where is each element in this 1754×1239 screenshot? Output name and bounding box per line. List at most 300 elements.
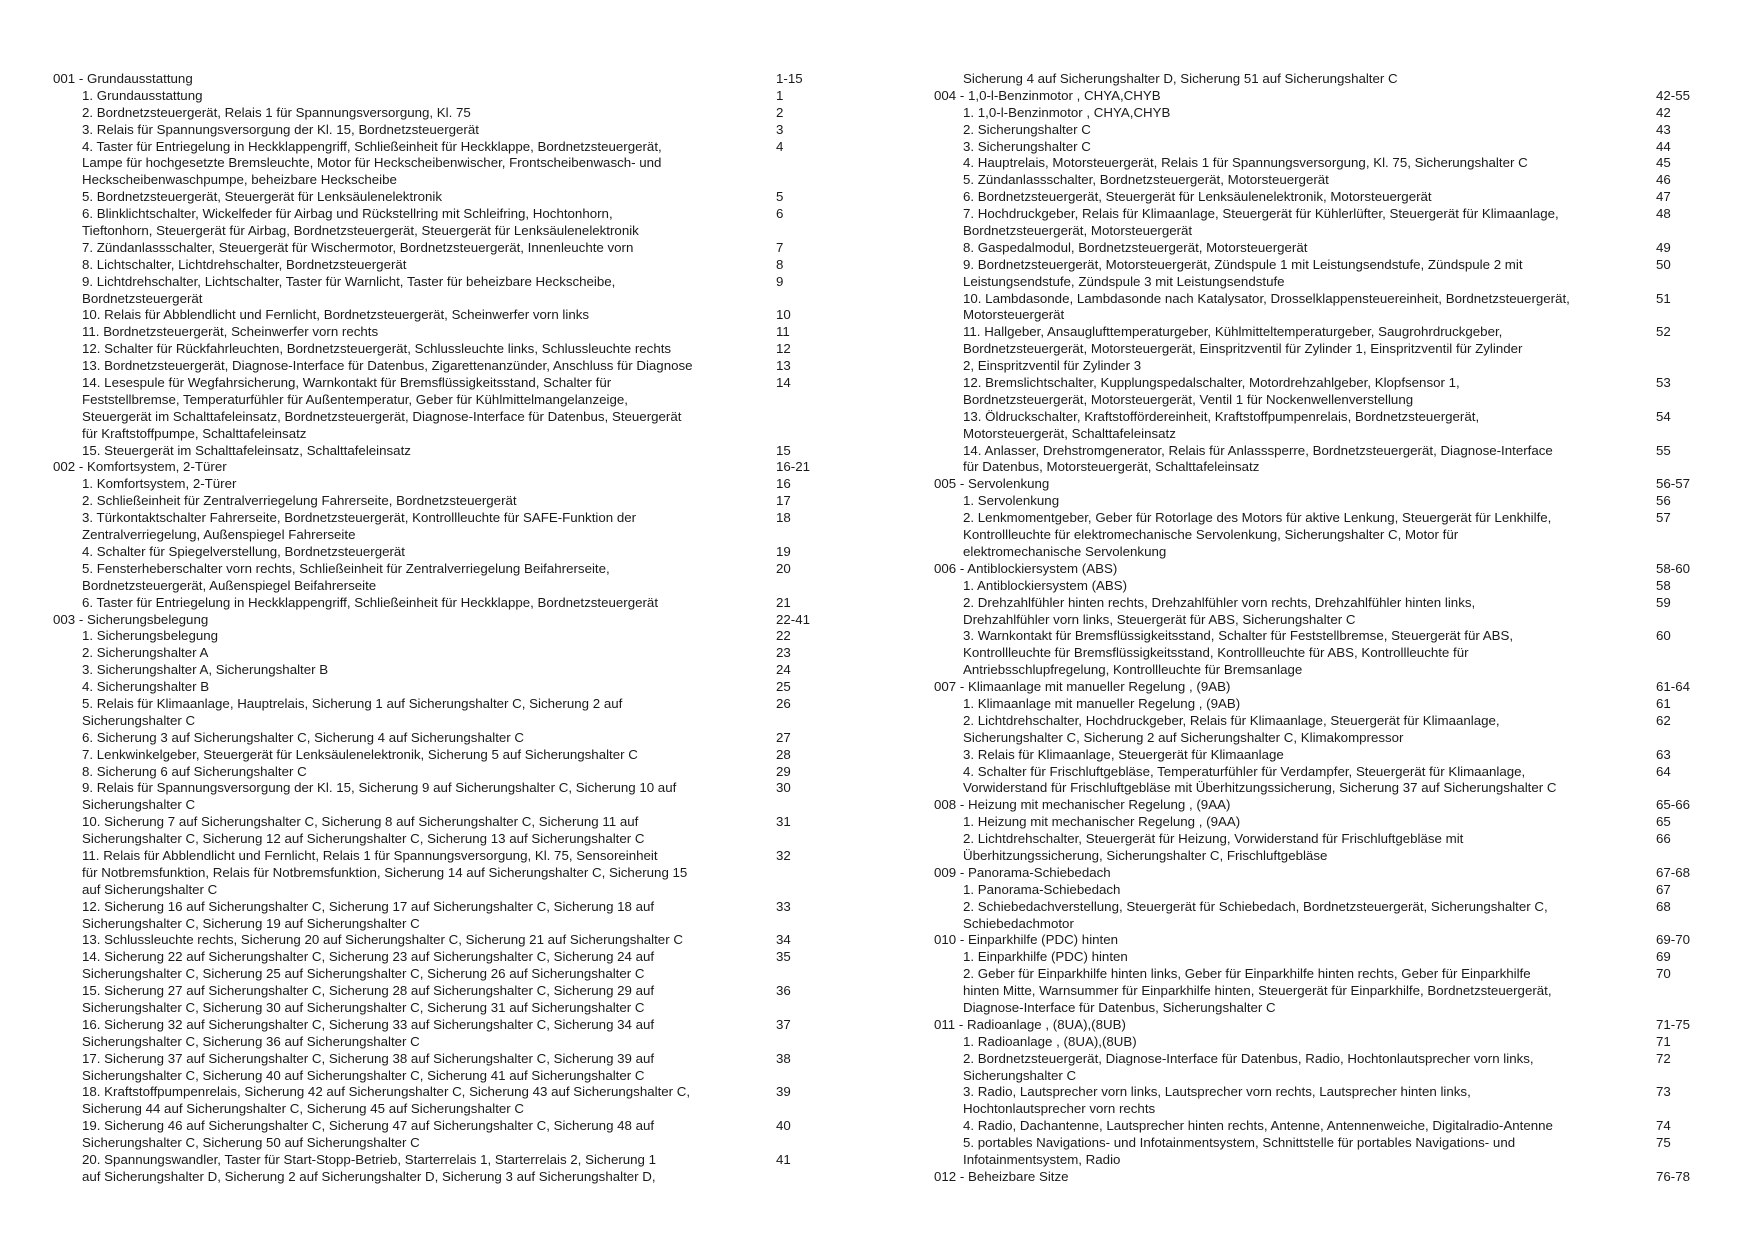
toc-entry-text: 6. Bordnetzsteuergerät, Steuergerät für Lenksäulenelektronik, Motorsteuergerät [963, 189, 1432, 205]
toc-page-number: 65 [1656, 814, 1671, 830]
toc-entry [53, 291, 823, 308]
toc-entry [53, 882, 823, 899]
toc-page-number: 34 [776, 932, 791, 948]
toc-entry-text: Bordnetzsteuergerät, Motorsteuergerät, Einspritzventil für Zylinder 1, Einspritzventil für Zylinder [963, 341, 1523, 357]
toc-page-number: 38 [776, 1050, 791, 1066]
toc-entry-text: Überhitzungssicherung, Sicherungshalter C, Frischluftgebläse [963, 847, 1328, 863]
toc-entry-text: 5. portables Navigations- und Infotainmentsystem, Schnittstelle für portables Navigations- und [963, 1135, 1516, 1151]
toc-entry [53, 1017, 823, 1034]
toc-entry-text: 4. Sicherungshalter B [82, 679, 210, 695]
toc-entry [934, 848, 1704, 865]
toc-page-number: 18 [776, 510, 791, 526]
toc-page-number: 19 [776, 543, 791, 559]
toc-page-number: 28 [776, 746, 791, 762]
toc-entry [934, 375, 1704, 392]
toc-page-number: 9 [776, 273, 784, 289]
toc-entry-text: 6. Taster für Entriegelung in Heckklappengriff, Schließeinheit für Heckklappe, Bordnetzsteuergerät [82, 594, 659, 610]
toc-page-number: 16-21 [776, 459, 811, 475]
toc-page-number: 63 [1656, 746, 1671, 762]
toc-entry-text: Antriebsschlupfregelung, Kontrollleuchte für Bremsanlage [963, 662, 1303, 678]
toc-column-left [53, 71, 823, 1186]
toc-entry [934, 71, 1704, 88]
toc-page-number: 25 [776, 679, 791, 695]
toc-page-number: 46 [1656, 172, 1671, 188]
toc-page-number: 33 [776, 898, 791, 914]
toc-page-number: 72 [1656, 1050, 1671, 1066]
toc-entry [53, 730, 823, 747]
toc-entry-text: 7. Hochdruckgeber, Relais für Klimaanlage, Steuergerät für Kühlerlüfter, Steuergerät für Klimaanlage, [963, 206, 1559, 222]
toc-entry-text: 13. Öldruckschalter, Kraftstoffördereinheit, Kraftstoffpumpenrelais, Bordnetzsteuergerät, [963, 408, 1480, 424]
toc-entry-text: 6. Blinklichtschalter, Wickelfeder für Airbag und Rückstellring mit Schleifring, Hochtonhorn, [82, 206, 613, 222]
toc-entry-text: 8. Lichtschalter, Lichtdrehschalter, Bordnetzsteuergerät [82, 256, 407, 272]
toc-entry-text: Heckscheibenwaschpumpe, beheizbare Heckscheibe [82, 172, 397, 188]
toc-page-number: 47 [1656, 189, 1671, 205]
toc-entry [53, 240, 823, 257]
toc-entry [934, 274, 1704, 291]
toc-entry-text: 008 - Heizung mit mechanischer Regelung , (9AA) [934, 797, 1231, 813]
toc-entry-text: 14. Lesespule für Wegfahrsicherung, Warnkontakt für Bremsflüssigkeitsstand, Schalter für [82, 375, 612, 391]
toc-page-number: 22-41 [776, 611, 811, 627]
toc-entry [53, 341, 823, 358]
toc-entry [934, 1084, 1704, 1101]
toc-entry-text: 10. Lambdasonde, Lambdasonde nach Katalysator, Drosselklappensteuereinheit, Bordnetzsteuergerät, [963, 290, 1570, 306]
toc-entry [53, 831, 823, 848]
toc-page-number: 71-75 [1656, 1016, 1691, 1032]
toc-page-number: 55 [1656, 442, 1671, 458]
toc-entry [53, 1000, 823, 1017]
toc-entry [934, 780, 1704, 797]
toc-entry-text: 13. Bordnetzsteuergerät, Diagnose-Interface für Datenbus, Zigarettenanzünder, Anschluss für Diagnose [82, 358, 693, 374]
toc-entry [53, 1118, 823, 1135]
toc-entry [934, 544, 1704, 561]
toc-entry [53, 628, 823, 645]
toc-section-heading [53, 71, 823, 88]
toc-entry-text: Sicherungshalter C, Sicherung 40 auf Sicherungshalter C, Sicherung 41 auf Sicherungshalter C [82, 1067, 645, 1083]
toc-entry [53, 257, 823, 274]
toc-entry [53, 324, 823, 341]
toc-entry [934, 983, 1704, 1000]
toc-entry-text: 2. Lenkmomentgeber, Geber für Rotorlage des Motors für aktive Lenkung, Steuergerät für Lenkhilfe, [963, 510, 1552, 526]
toc-entry [934, 443, 1704, 460]
toc-entry-text: 9. Lichtdrehschalter, Lichtschalter, Taster für Warnlicht, Taster für beheizbare Heckscheibe, [82, 273, 616, 289]
toc-entry [53, 1068, 823, 1085]
toc-section-heading [934, 88, 1704, 105]
toc-entry-text: elektromechanische Servolenkung [963, 543, 1167, 559]
toc-page-number: 41 [776, 1152, 791, 1167]
toc-entry-text: Motorsteuergerät, Schalttafeleinsatz [963, 425, 1176, 441]
toc-page-number: 76-78 [1656, 1168, 1691, 1184]
toc-entry [53, 206, 823, 223]
toc-entry-text: 5. Relais für Klimaanlage, Hauptrelais, Sicherung 1 auf Sicherungshalter C, Sicherung 2 auf [82, 695, 623, 711]
toc-entry [934, 949, 1704, 966]
toc-entry-text: 16. Sicherung 32 auf Sicherungshalter C, Sicherung 33 auf Sicherungshalter C, Sicherung 34 auf [82, 1016, 655, 1032]
toc-entry [53, 155, 823, 172]
toc-entry [53, 949, 823, 966]
toc-page-number: 69-70 [1656, 932, 1691, 948]
toc-entry-text: Bordnetzsteuergerät [82, 290, 203, 306]
toc-entry [934, 409, 1704, 426]
toc-entry-text: 2, Einspritzventil für Zylinder 3 [963, 358, 1142, 374]
toc-entry-text: 3. Sicherungshalter C [963, 138, 1091, 154]
toc-entry-text: 3. Relais für Klimaanlage, Steuergerät für Klimaanlage [963, 746, 1284, 762]
toc-page-number: 61-64 [1656, 679, 1691, 695]
toc-page-number: 44 [1656, 138, 1671, 154]
toc-page-number: 29 [776, 763, 791, 779]
toc-page-number: 75 [1656, 1135, 1671, 1151]
toc-page-number: 68 [1656, 898, 1671, 914]
toc-entry [934, 882, 1704, 899]
toc-section-heading [934, 561, 1704, 578]
toc-entry [53, 932, 823, 949]
toc-page-number: 12 [776, 341, 791, 357]
toc-page-number: 36 [776, 983, 791, 999]
toc-page-number: 4 [776, 138, 784, 154]
toc-entry-text: 3. Radio, Lautsprecher vorn links, Lautsprecher vorn rechts, Lautsprecher hinten links, [963, 1084, 1471, 1100]
toc-entry-text: 011 - Radioanlage , (8UA),(8UB) [934, 1016, 1126, 1032]
toc-entry-text: 002 - Komfortsystem, 2-Türer [53, 459, 227, 475]
toc-page-number: 31 [776, 814, 791, 830]
toc-entry [934, 493, 1704, 510]
toc-entry-text: 2. Sicherungshalter A [82, 645, 209, 661]
toc-entry [934, 1101, 1704, 1118]
toc-entry-text: für Datenbus, Motorsteuergerät, Schalttafeleinsatz [963, 459, 1260, 475]
toc-entry-text: 010 - Einparkhilfe (PDC) hinten [934, 932, 1119, 948]
toc-entry-text: 9. Relais für Spannungsversorgung der Kl. 15, Sicherung 9 auf Sicherungshalter C, Sicherung 10 auf [82, 780, 677, 796]
toc-entry-text: Sicherung 44 auf Sicherungshalter C, Sicherung 45 auf Sicherungshalter C [82, 1101, 525, 1117]
toc-entry-text: 1. Grundausstattung [82, 87, 203, 103]
toc-entry [934, 696, 1704, 713]
toc-entry [934, 155, 1704, 172]
toc-entry [53, 544, 823, 561]
toc-entry [934, 595, 1704, 612]
toc-entry-text: 13. Schlussleuchte rechts, Sicherung 20 auf Sicherungshalter C, Sicherung 21 auf Sicherungshalter C [82, 932, 683, 948]
toc-entry-text: Zentralverriegelung, Außenspiegel Fahrerseite [82, 527, 356, 543]
toc-entry-text: 005 - Servolenkung [934, 476, 1050, 492]
toc-entry [934, 105, 1704, 122]
toc-entry [934, 713, 1704, 730]
toc-page-number: 66 [1656, 831, 1671, 847]
toc-entry [53, 172, 823, 189]
toc-page-number: 49 [1656, 239, 1671, 255]
toc-entry-text: 10. Sicherung 7 auf Sicherungshalter C, Sicherung 8 auf Sicherungshalter C, Sicherung 11 auf [82, 814, 639, 830]
toc-entry-text: 2. Sicherungshalter C [963, 121, 1091, 137]
toc-entry-text: 006 - Antiblockiersystem (ABS) [934, 560, 1118, 576]
toc-page-number: 70 [1656, 966, 1671, 982]
toc-entry-text: Kontrollleuchte für Bremsflüssigkeitsstand, Kontrollleuchte für ABS, Kontrollleuchte für [963, 645, 1469, 661]
toc-entry [53, 848, 823, 865]
toc-page-number: 53 [1656, 375, 1671, 391]
toc-entry [53, 105, 823, 122]
toc-entry-text: Kontrollleuchte für elektromechanische Servolenkung, Sicherungshalter C, Motor für [963, 527, 1459, 543]
toc-entry-text: für Kraftstoffpumpe, Schalttafeleinsatz [82, 425, 307, 441]
toc-entry [934, 172, 1704, 189]
toc-entry-text: Diagnose-Interface für Datenbus, Sicherungshalter C [963, 999, 1276, 1015]
toc-entry-text: 5. Bordnetzsteuergerät, Steuergerät für Lenksäulenelektronik [82, 189, 442, 205]
toc-section-heading [934, 797, 1704, 814]
toc-entry [53, 814, 823, 831]
toc-page-number: 13 [776, 358, 791, 374]
toc-entry [934, 764, 1704, 781]
toc-entry-text: 1. Klimaanlage mit manueller Regelung , (9AB) [963, 695, 1241, 711]
toc-page-number: 16 [776, 476, 791, 492]
toc-entry-text: 2. Lichtdrehschalter, Steuergerät für Heizung, Vorwiderstand für Frischluftgebläse mit [963, 831, 1464, 847]
toc-section-heading [53, 612, 823, 629]
toc-entry [934, 1068, 1704, 1085]
toc-entry-text: Drehzahlfühler vorn links, Steuergerät für ABS, Sicherungshalter C [963, 611, 1356, 627]
toc-entry-text: 2. Drehzahlfühler hinten rechts, Drehzahlfühler vorn rechts, Drehzahlfühler hinten links, [963, 594, 1476, 610]
toc-entry-text: Tieftonhorn, Steuergerät für Airbag, Bordnetzsteuergerät, Steuergerät für Lenksäulenelektronik [82, 223, 639, 239]
toc-entry-text: 004 - 1,0-l-Benzinmotor , CHYA,CHYB [934, 87, 1161, 103]
toc-page-number: 51 [1656, 290, 1671, 306]
toc-entry-text: 7. Zündanlassschalter, Steuergerät für Wischermotor, Bordnetzsteuergerät, Innenleuchte vorn [82, 239, 634, 255]
toc-entry-text: Sicherungshalter C, Sicherung 50 auf Sicherungshalter C [82, 1135, 420, 1151]
toc-entry-text: 2. Schiebedachverstellung, Steuergerät für Schiebedach, Bordnetzsteuergerät, Sicherungshalter C, [963, 898, 1548, 914]
toc-entry-text: 007 - Klimaanlage mit manueller Regelung , (9AB) [934, 679, 1231, 695]
toc-entry-text: Bordnetzsteuergerät, Motorsteuergerät [963, 223, 1193, 239]
toc-entry-text: 2. Lichtdrehschalter, Hochdruckgeber, Relais für Klimaanlage, Steuergerät für Klimaanlage, [963, 712, 1500, 728]
toc-entry-text: 9. Bordnetzsteuergerät, Motorsteuergerät, Zündspule 1 mit Leistungsendstufe, Zündspule 2 mit [963, 256, 1523, 272]
toc-entry-text: 4. Radio, Dachantenne, Lautsprecher hinten rechts, Antenne, Antennenweiche, Digitalradio-Antenne [963, 1118, 1553, 1134]
toc-entry [934, 122, 1704, 139]
toc-entry [53, 595, 823, 612]
toc-entry-text: Infotainmentsystem, Radio [963, 1152, 1121, 1167]
toc-entry-text: 5. Zündanlassschalter, Bordnetzsteuergerät, Motorsteuergerät [963, 172, 1329, 188]
toc-entry [53, 88, 823, 105]
toc-entry-text: 4. Schalter für Frischluftgebläse, Temperaturfühler für Verdampfer, Steuergerät für Klimaanlage, [963, 763, 1526, 779]
toc-page-number: 65-66 [1656, 797, 1691, 813]
toc-entry [934, 510, 1704, 527]
toc-entry-text: Sicherungshalter C [963, 1067, 1077, 1083]
toc-entry [53, 189, 823, 206]
toc-entry-text: 11. Relais für Abblendlicht und Fernlicht, Relais 1 für Spannungsversorgung, Kl. 75, Sensoreinheit [82, 847, 658, 863]
toc-column-right [934, 71, 1704, 1186]
toc-page-number: 1-15 [776, 71, 803, 86]
toc-entry [934, 662, 1704, 679]
toc-entry [934, 1118, 1704, 1135]
toc-entry [53, 1084, 823, 1101]
toc-entry [934, 324, 1704, 341]
toc-page-number: 69 [1656, 949, 1671, 965]
toc-entry [934, 291, 1704, 308]
toc-entry [934, 1034, 1704, 1051]
toc-entry [53, 797, 823, 814]
toc-entry-text: Steuergerät im Schalttafeleinsatz, Bordnetzsteuergerät, Diagnose-Interface für Datenbus, Steuergerät [82, 408, 682, 424]
toc-page-number: 67 [1656, 881, 1671, 897]
toc-entry-text: 1. Panorama-Schiebedach [963, 881, 1121, 897]
toc-entry [53, 409, 823, 426]
toc-entry [934, 747, 1704, 764]
toc-page-number: 32 [776, 847, 791, 863]
toc-entry [934, 459, 1704, 476]
toc-entry [934, 139, 1704, 156]
toc-entry-text: 7. Lenkwinkelgeber, Steuergerät für Lenksäulenelektronik, Sicherung 5 auf Sicherungshalter C [82, 746, 638, 762]
toc-entry-text: 009 - Panorama-Schiebedach [934, 864, 1111, 880]
toc-entry-text: 2. Geber für Einparkhilfe hinten links, Geber für Einparkhilfe hinten rechts, Geber für Einparkhilfe [963, 966, 1531, 982]
toc-entry-text: 4. Taster für Entriegelung in Heckklappengriff, Schließeinheit für Heckklappe, Bordnetzsteuergerät, [82, 138, 662, 154]
toc-page-number: 52 [1656, 324, 1671, 340]
toc-entry-text: Bordnetzsteuergerät, Motorsteuergerät, Ventil 1 für Nockenwellenverstellung [963, 391, 1414, 407]
toc-entry-text: Feststellbremse, Temperaturfühler für Außentemperatur, Geber für Kühlmittelmangelanzeige, [82, 391, 628, 407]
toc-entry-text: 15. Steuergerät im Schalttafeleinsatz, Schalttafeleinsatz [82, 442, 411, 458]
toc-entry-text: 15. Sicherung 27 auf Sicherungshalter C, Sicherung 28 auf Sicherungshalter C, Sicherung 29 auf [82, 983, 655, 999]
toc-entry-text: Vorwiderstand für Frischluftgebläse mit Überhitzungssicherung, Sicherung 37 auf Sicherungshalter C [963, 780, 1557, 796]
toc-page-number: 58-60 [1656, 560, 1691, 576]
toc-entry [53, 139, 823, 156]
toc-entry [934, 1000, 1704, 1017]
toc-page-number: 45 [1656, 155, 1671, 171]
toc-entry [53, 392, 823, 409]
toc-entry-text: für Notbremsfunktion, Relais für Notbremsfunktion, Sicherung 14 auf Sicherungshalter C, Sicherung 15 [82, 864, 688, 880]
toc-entry-text: 4. Schalter für Spiegelverstellung, Bordnetzsteuergerät [82, 543, 406, 559]
toc-entry [934, 527, 1704, 544]
toc-entry-text: 11. Bordnetzsteuergerät, Scheinwerfer vorn rechts [82, 324, 379, 340]
toc-entry-text: 3. Warnkontakt für Bremsflüssigkeitsstand, Schalter für Feststellbremse, Steuergerät für ABS, [963, 628, 1514, 644]
toc-entry-text: 003 - Sicherungsbelegung [53, 611, 209, 627]
toc-entry [53, 476, 823, 493]
toc-entry [53, 510, 823, 527]
toc-entry [934, 899, 1704, 916]
toc-entry [53, 426, 823, 443]
toc-entry [934, 392, 1704, 409]
toc-entry [934, 426, 1704, 443]
toc-page-number: 3 [776, 121, 784, 137]
toc-page-number: 57 [1656, 510, 1671, 526]
toc-page-number: 64 [1656, 763, 1671, 779]
toc-entry-text: Hochtonlautsprecher vorn rechts [963, 1101, 1156, 1117]
toc-page-number: 42-55 [1656, 87, 1691, 103]
toc-entry [934, 730, 1704, 747]
toc-page-number: 35 [776, 949, 791, 965]
toc-entry-text: 012 - Beheizbare Sitze [934, 1168, 1069, 1184]
toc-entry [934, 1152, 1704, 1169]
toc-entry [934, 223, 1704, 240]
toc-entry [53, 1152, 823, 1169]
toc-entry-text: Sicherungshalter C, Sicherung 2 auf Sicherungshalter C, Klimakompressor [963, 729, 1404, 745]
toc-section-heading [934, 1017, 1704, 1034]
toc-entry-text: hinten Mitte, Warnsummer für Einparkhilfe hinten, Steuergerät für Einparkhilfe, Bordnetzsteuergerät, [963, 983, 1552, 999]
toc-entry-text: 3. Relais für Spannungsversorgung der Kl. 15, Bordnetzsteuergerät [82, 121, 479, 137]
toc-entry [934, 628, 1704, 645]
toc-entry-text: 6. Sicherung 3 auf Sicherungshalter C, Sicherung 4 auf Sicherungshalter C [82, 729, 525, 745]
toc-entry [934, 612, 1704, 629]
toc-page-number: 15 [776, 442, 791, 458]
toc-page-number: 40 [776, 1118, 791, 1134]
toc-entry [53, 358, 823, 375]
toc-entry [934, 578, 1704, 595]
toc-entry [934, 257, 1704, 274]
toc-entry [53, 679, 823, 696]
toc-entry-text: 2. Bordnetzsteuergerät, Diagnose-Interface für Datenbus, Radio, Hochtonlautsprecher vorn links, [963, 1050, 1534, 1066]
toc-entry [934, 307, 1704, 324]
toc-page-number: 23 [776, 645, 791, 661]
toc-page-number: 7 [776, 239, 784, 255]
toc-page-number: 60 [1656, 628, 1671, 644]
toc-section-heading [53, 459, 823, 476]
toc-entry-text: Sicherungshalter C [82, 797, 196, 813]
toc-entry-text: Bordnetzsteuergerät, Außenspiegel Beifahrerseite [82, 577, 377, 593]
toc-entry [53, 983, 823, 1000]
toc-entry-text: Sicherungshalter C, Sicherung 36 auf Sicherungshalter C [82, 1033, 420, 1049]
toc-page-number: 37 [776, 1016, 791, 1032]
toc-entry-text: 1. Komfortsystem, 2-Türer [82, 476, 237, 492]
toc-entry-text: Lampe für hochgesetzte Bremsleuchte, Motor für Heckscheibenwischer, Frontscheibenwasch- und [82, 155, 662, 171]
toc-page-number: 56-57 [1656, 476, 1691, 492]
toc-entry [934, 240, 1704, 257]
toc-entry-text: Leistungsendstufe, Zündspule 3 mit Leistungsendstufe [963, 273, 1285, 289]
toc-entry-text: 4. Hauptrelais, Motorsteuergerät, Relais 1 für Spannungsversorgung, Kl. 75, Sicherungshalter C [963, 155, 1528, 171]
toc-entry [53, 1051, 823, 1068]
toc-entry-text: 12. Schalter für Rückfahrleuchten, Bordnetzsteuergerät, Schlussleuchte links, Schlussleuchte rechts [82, 341, 672, 357]
toc-page-number: 22 [776, 628, 791, 644]
toc-entry-text: 3. Türkontaktschalter Fahrerseite, Bordnetzsteuergerät, Kontrollleuchte für SAFE-Funktion der [82, 510, 637, 526]
toc-entry [53, 375, 823, 392]
toc-entry [53, 645, 823, 662]
toc-entry-text: Sicherung 4 auf Sicherungshalter D, Sicherung 51 auf Sicherungshalter C [963, 71, 1398, 86]
toc-page-number: 39 [776, 1084, 791, 1100]
toc-entry [53, 780, 823, 797]
toc-page-number: 42 [1656, 104, 1671, 120]
toc-page-number: 62 [1656, 712, 1671, 728]
toc-entry [53, 561, 823, 578]
toc-page-number: 48 [1656, 206, 1671, 222]
toc-entry [53, 307, 823, 324]
toc-entry-text: auf Sicherungshalter C [82, 881, 218, 897]
toc-entry-text: 14. Anlasser, Drehstromgenerator, Relais für Anlasssperre, Bordnetzsteuergerät, Diagnose-Interface [963, 442, 1553, 458]
toc-section-heading [934, 865, 1704, 882]
toc-entry [53, 122, 823, 139]
toc-entry [934, 358, 1704, 375]
toc-entry-text: Schiebedachmotor [963, 915, 1074, 931]
toc-entry [53, 713, 823, 730]
toc-page-number: 26 [776, 695, 791, 711]
toc-entry [53, 274, 823, 291]
toc-entry [934, 206, 1704, 223]
toc-page-number: 73 [1656, 1084, 1671, 1100]
toc-page-number: 61 [1656, 695, 1671, 711]
toc-page-number: 54 [1656, 408, 1671, 424]
toc-entry [53, 865, 823, 882]
toc-entry-text: 10. Relais für Abblendlicht und Fernlicht, Bordnetzsteuergerät, Scheinwerfer vorn links [82, 307, 590, 323]
toc-entry [53, 493, 823, 510]
toc-entry-text: 1. Antiblockiersystem (ABS) [963, 577, 1128, 593]
toc-entry-text: 1. Servolenkung [963, 493, 1060, 509]
toc-page-number: 6 [776, 206, 784, 222]
toc-entry [53, 1101, 823, 1118]
toc-page-number: 17 [776, 493, 791, 509]
toc-entry [53, 443, 823, 460]
toc-page-number: 50 [1656, 256, 1671, 272]
toc-page-number: 21 [776, 594, 791, 610]
toc-page-number: 2 [776, 104, 784, 120]
toc-entry-text: 11. Hallgeber, Ansauglufttemperaturgeber, Kühlmitteltemperaturgeber, Saugrohrdruckgeber, [963, 324, 1503, 340]
toc-entry-text: 1. Radioanlage , (8UA),(8UB) [963, 1033, 1137, 1049]
toc-entry [934, 341, 1704, 358]
toc-entry [934, 814, 1704, 831]
toc-entry [53, 966, 823, 983]
toc-entry [53, 696, 823, 713]
toc-entry [53, 747, 823, 764]
toc-entry-text: 17. Sicherung 37 auf Sicherungshalter C, Sicherung 38 auf Sicherungshalter C, Sicherung 39 auf [82, 1050, 655, 1066]
toc-entry [934, 189, 1704, 206]
toc-page-number: 27 [776, 729, 791, 745]
toc-entry [53, 899, 823, 916]
toc-page-number: 14 [776, 375, 791, 391]
toc-entry-text: 8. Gaspedalmodul, Bordnetzsteuergerät, Motorsteuergerät [963, 239, 1308, 255]
toc-entry-text: Sicherungshalter C, Sicherung 25 auf Sicherungshalter C, Sicherung 26 auf Sicherungshalter C [82, 966, 645, 982]
toc-page-number: 8 [776, 256, 784, 272]
toc-entry [53, 578, 823, 595]
toc-page-number: 20 [776, 560, 791, 576]
